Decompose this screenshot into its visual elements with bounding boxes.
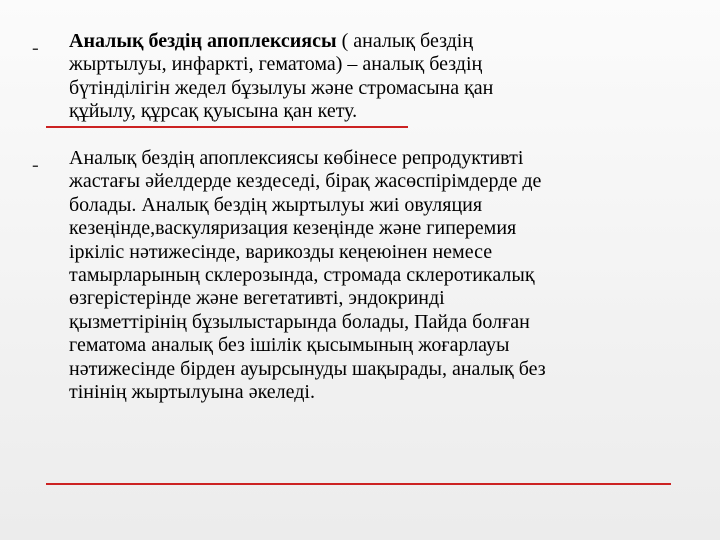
paragraph-line: іркіліс нәтижесінде, варикозды кеңеюінен немесе — [69, 240, 493, 263]
line-continuation: ( аналық бездің — [336, 30, 474, 52]
paragraph-line: гематома аналық без ішілік қысымының жоғарлауы — [69, 334, 510, 357]
paragraph-line: құйылу, құрсақ қуысына қан кету. — [69, 100, 358, 123]
paragraph-line: қызметтірінің бұзылыстарында болады, Пайда болған — [69, 310, 530, 333]
paragraph-apoplexy-occurrence — [69, 147, 699, 404]
bullet-dash-1: - — [32, 37, 39, 59]
paragraph-line: өзгерістерінде және вегетативті, эндокринді — [69, 287, 445, 310]
red-divider-line — [46, 126, 408, 128]
paragraph-apoplexy-definition — [69, 30, 699, 124]
paragraph-line: кезеңінде,васкуляризация кезеңінде және гиперемия — [69, 217, 517, 240]
paragraph-line: нәтижесінде бірден ауырсынуды шақырады, аналық без — [69, 357, 546, 380]
bold-term: Аналық бездің апоплексиясы — [69, 30, 337, 52]
paragraph-line: тінінің жыртылуына әкеледі. — [69, 381, 315, 404]
paragraph-line: тамырларының склерозында, стромада склеротикалық — [69, 264, 535, 287]
paragraph-line: жыртылуы, инфаркті, гематома) – аналық бездің — [69, 53, 483, 76]
bullet-dash-2: - — [32, 154, 39, 176]
paragraph-line: Аналық бездің апоплексиясы көбінесе репродуктивті — [69, 147, 524, 169]
paragraph-line — [69, 30, 699, 53]
paragraph-line: жастағы әйелдерде кездеседі, бірақ жасөспірімдерде де — [69, 170, 542, 193]
bottom-red-rule — [46, 483, 671, 485]
paragraph-line: болады. Аналық бездің жыртылуы жиі овуляция — [69, 193, 483, 216]
paragraph-line: бүтінділігін жедел бұзылуы және стромасына қан — [69, 76, 494, 99]
